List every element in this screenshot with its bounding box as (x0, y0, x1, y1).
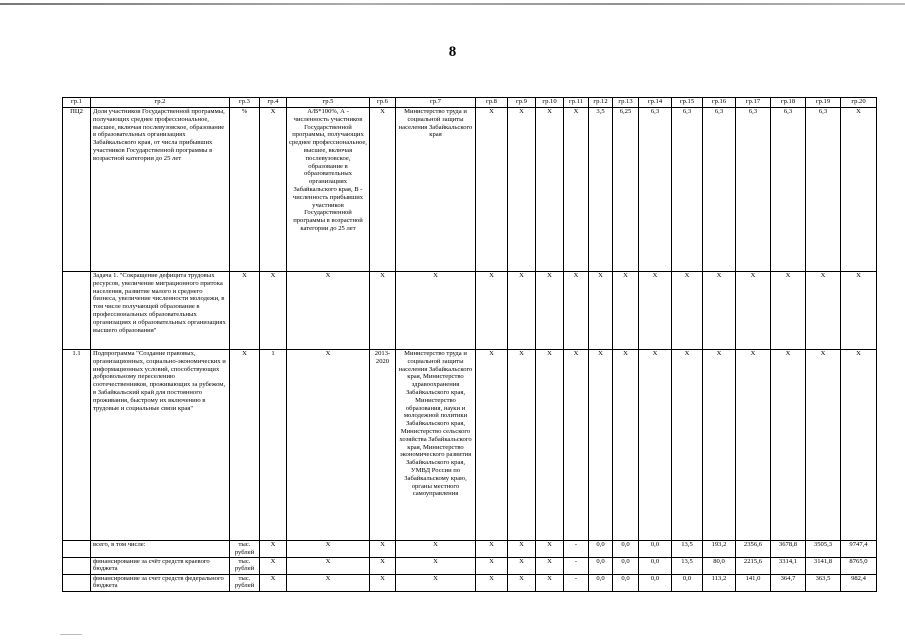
table-cell: X (672, 272, 703, 350)
col-header: гр.7 (396, 98, 476, 108)
table-cell: X (476, 350, 508, 541)
table-cell: X (508, 108, 536, 272)
table-cell: X (589, 350, 613, 541)
table-cell: 6,3 (736, 108, 771, 272)
table-cell: X (508, 541, 536, 558)
table-cell: X (564, 350, 589, 541)
col-header: гр.20 (841, 98, 877, 108)
table-cell: 0,0 (613, 557, 639, 574)
table-cell: 8765,0 (841, 557, 877, 574)
table-cell: X (476, 541, 508, 558)
table-cell: 3,5 (589, 108, 613, 272)
table-cell: X (260, 272, 287, 350)
table-cell: 0,0 (672, 574, 703, 591)
table-cell: тыс. рублей (230, 557, 260, 574)
table-cell: 0,0 (613, 541, 639, 558)
col-header: гр.5 (287, 98, 370, 108)
col-header: гр.4 (260, 98, 287, 108)
table-cell: X (287, 272, 370, 350)
col-header: гр.11 (564, 98, 589, 108)
table-cell: 6,3 (672, 108, 703, 272)
table-cell: X (703, 350, 736, 541)
table-cell: 3141,8 (806, 557, 841, 574)
table-cell: Министерство труда и социальной защиты населения Забайкальского края, Министерство здравоохранения Забайкальского края, Министерство образования, науки и молодежной политики Забайкальского края, Министерство сельского хозяйства Забайкальского края, Министерство экономического развития Забайкальского края, УМВД России по Забайкальскому краю, органы местного самоуправления (396, 350, 476, 541)
table-cell: А/В*100%, А - численность участников Государственной программы, получающих среднее профессиональное, высшее, включая послевузовское, образование в образовательных организациях Забайкальского края, В - численность прибывших участников Государственной программы в возрастной категории до 25 лет (287, 108, 370, 272)
table-cell: X (370, 557, 396, 574)
table-cell: Задача 1. "Сокращение дефицита трудовых ресурсов, увеличение миграционного притока населения, развитие малого и среднего бизнеса, увеличение численности молодежи, в том числе получающей образование в профессиональных образовательных организациях и образовательных организациях высшего образования" (91, 272, 230, 350)
table-row (63, 350, 877, 541)
table-cell: 13,5 (672, 557, 703, 574)
table-cell: X (476, 574, 508, 591)
table-cell: X (536, 574, 564, 591)
table-cell: X (370, 108, 396, 272)
page-number: 8 (448, 44, 457, 60)
table-cell: X (771, 272, 806, 350)
table-row (63, 272, 877, 350)
table-cell: X (396, 541, 476, 558)
table-cell: X (771, 350, 806, 541)
table-cell: 3314,1 (771, 557, 806, 574)
table-cell: X (639, 272, 672, 350)
table-cell: - (564, 574, 589, 591)
table-cell: Доля участников Государственной программы, получающих среднее профессиональное, высшее, включая послевузовское, образование в образовательных организациях Забайкальского края, от числа прибывших участников Государственной программы в возрастной категории до 25 лет (91, 108, 230, 272)
table-cell: 193,2 (703, 541, 736, 558)
table-cell: X (508, 557, 536, 574)
table-cell: X (672, 350, 703, 541)
table-cell: 0,0 (589, 541, 613, 558)
table-cell: X (287, 574, 370, 591)
table-cell: ПЦ2 (63, 108, 91, 272)
table-cell: 6,3 (639, 108, 672, 272)
table-cell: X (736, 350, 771, 541)
table-cell: 0,0 (639, 541, 672, 558)
table-cell: X (287, 350, 370, 541)
table-cell: 80,0 (703, 557, 736, 574)
table-cell: 982,4 (841, 574, 877, 591)
table-cell: 363,5 (806, 574, 841, 591)
table-cell: X (806, 350, 841, 541)
table-cell: 6,3 (771, 108, 806, 272)
table-cell: X (287, 541, 370, 558)
table-cell: 0,0 (639, 574, 672, 591)
table-cell: X (396, 557, 476, 574)
table-cell: 0,0 (613, 574, 639, 591)
table-cell: - (564, 541, 589, 558)
col-header: гр.1 (63, 98, 91, 108)
col-header: гр.18 (771, 98, 806, 108)
table-row (63, 557, 877, 574)
col-header: гр.12 (589, 98, 613, 108)
col-header: гр.3 (230, 98, 260, 108)
table-cell: X (287, 557, 370, 574)
table-cell: X (536, 272, 564, 350)
table-cell: 364,7 (771, 574, 806, 591)
table-cell (63, 272, 91, 350)
table-cell: 3505,3 (806, 541, 841, 558)
table-cell: 0,0 (639, 557, 672, 574)
col-header: гр.15 (672, 98, 703, 108)
table-cell: X (260, 541, 287, 558)
col-header: гр.2 (91, 98, 230, 108)
header-row (63, 98, 877, 108)
table-cell: тыс. рублей (230, 574, 260, 591)
table-row (63, 541, 877, 558)
table-cell: 0,0 (589, 574, 613, 591)
table-cell: Министерство труда и социальной защиты населения Забайкальского края (396, 108, 476, 272)
table-cell: X (589, 272, 613, 350)
table-cell: X (613, 272, 639, 350)
col-header: гр.8 (476, 98, 508, 108)
col-header: гр.19 (806, 98, 841, 108)
table-cell: 9747,4 (841, 541, 877, 558)
table-cell: % (230, 108, 260, 272)
table-cell: X (396, 574, 476, 591)
table-cell: всего, в том числе: (91, 541, 230, 558)
table-cell: X (370, 541, 396, 558)
col-header: гр.10 (536, 98, 564, 108)
table-cell: X (841, 108, 877, 272)
table-cell: X (564, 272, 589, 350)
table-cell: X (536, 108, 564, 272)
table-cell: 141,0 (736, 574, 771, 591)
table-cell: - (564, 557, 589, 574)
table-cell: 6,3 (703, 108, 736, 272)
table-cell: 6,25 (613, 108, 639, 272)
table-cell: X (536, 557, 564, 574)
table-cell: X (564, 108, 589, 272)
col-header: гр.14 (639, 98, 672, 108)
table-cell: X (639, 350, 672, 541)
table-cell: 3678,8 (771, 541, 806, 558)
table-cell: 113,2 (703, 574, 736, 591)
table-cell: X (508, 574, 536, 591)
table-cell: X (536, 541, 564, 558)
table-cell: X (476, 557, 508, 574)
table-cell: 2356,6 (736, 541, 771, 558)
table-cell: 6,3 (806, 108, 841, 272)
table-cell: X (370, 272, 396, 350)
table-cell: тыс. рублей (230, 541, 260, 558)
table-cell: X (260, 108, 287, 272)
table-cell: финансирование за счет средств федерального бюджета (91, 574, 230, 591)
table-cell: X (736, 272, 771, 350)
table-cell: X (703, 272, 736, 350)
scan-artifact (60, 634, 82, 635)
table-cell: 1.1 (63, 350, 91, 541)
table-cell: X (841, 350, 877, 541)
table-cell: X (230, 350, 260, 541)
table-cell (63, 574, 91, 591)
col-header: гр.13 (613, 98, 639, 108)
col-header: гр.17 (736, 98, 771, 108)
col-header: гр.6 (370, 98, 396, 108)
table-row (63, 108, 877, 272)
table-cell: X (508, 272, 536, 350)
scan-top-edge (0, 3, 905, 5)
table-cell: X (613, 350, 639, 541)
col-header: гр.16 (703, 98, 736, 108)
table-cell: X (841, 272, 877, 350)
table-cell: финансирование за счёт средств краевого бюджета (91, 557, 230, 574)
table-row (63, 574, 877, 591)
table-cell: X (508, 350, 536, 541)
program-table (62, 97, 877, 592)
table-cell: Подпрограмма "Создание правовых, организационных, социально-экономических и информационных условий, способствующих добровольному переселению соотечественников, проживающих за рубежом, в Забайкальский край для постоянного проживания, быстрому их включению в трудовые и социальные связи края" (91, 350, 230, 541)
table-cell: X (536, 350, 564, 541)
table-cell: X (476, 108, 508, 272)
table-cell: X (230, 272, 260, 350)
table-cell: 13,5 (672, 541, 703, 558)
table-cell: 1 (260, 350, 287, 541)
table-cell: X (806, 272, 841, 350)
table-cell: X (260, 574, 287, 591)
table-cell: 2013-2020 (370, 350, 396, 541)
table-cell: 2215,6 (736, 557, 771, 574)
table-cell (63, 557, 91, 574)
table-cell (63, 541, 91, 558)
col-header: гр.9 (508, 98, 536, 108)
table-cell: X (396, 272, 476, 350)
table-cell: X (370, 574, 396, 591)
table-cell: X (260, 557, 287, 574)
table-cell: X (476, 272, 508, 350)
table-cell: 0,0 (589, 557, 613, 574)
